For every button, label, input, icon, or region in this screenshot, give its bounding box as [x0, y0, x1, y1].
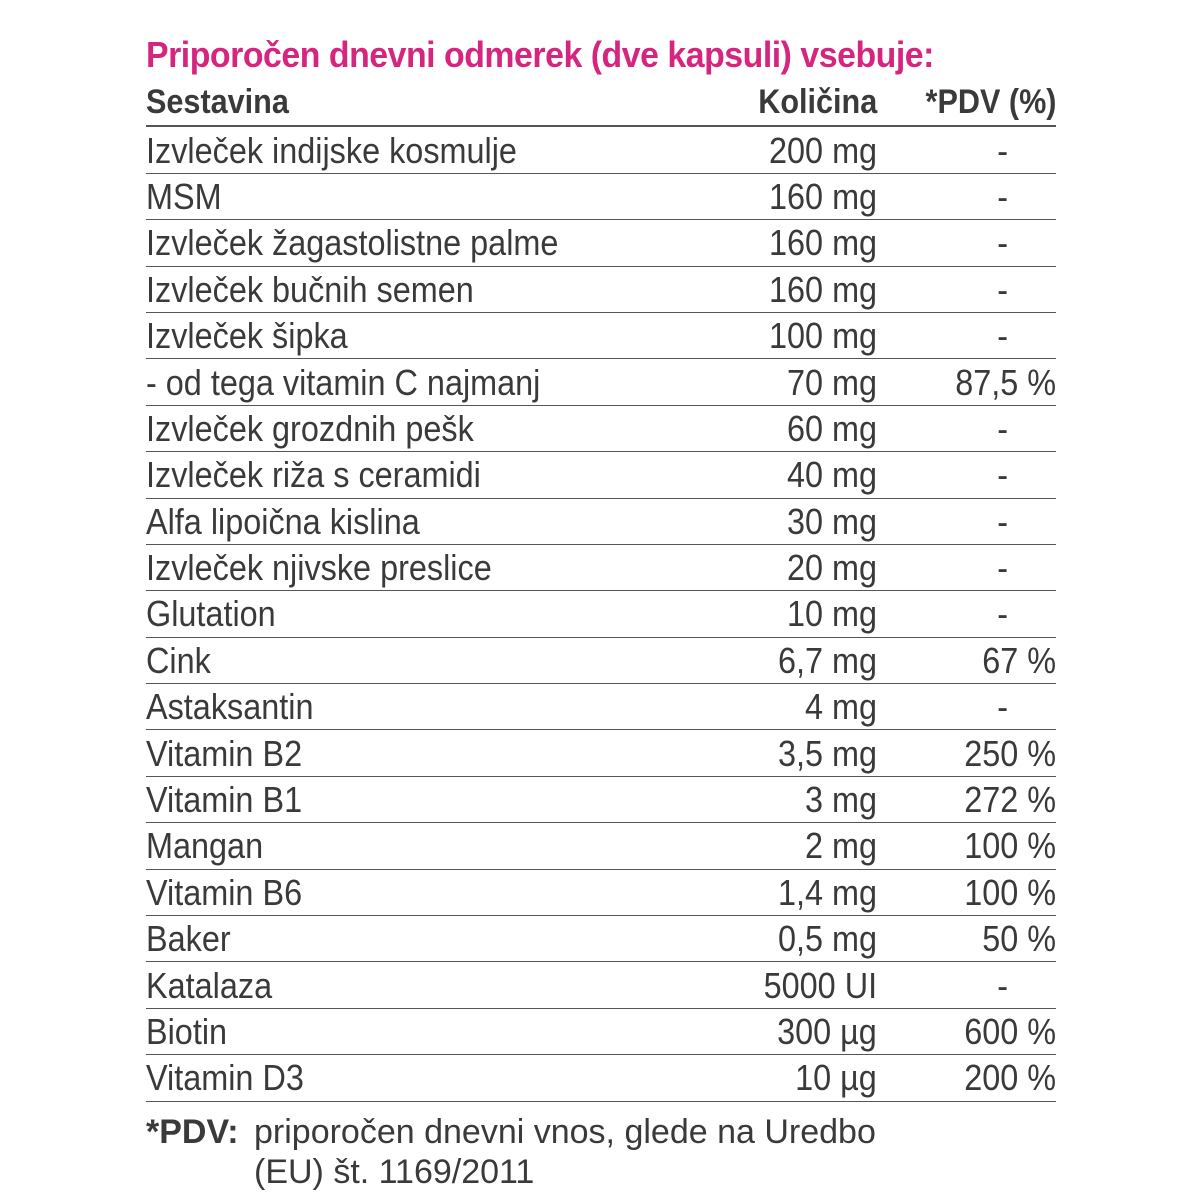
ingredient-amount: 60 mg	[731, 405, 881, 451]
ingredient-pdv: -	[881, 544, 1056, 590]
ingredient-amount: 3,5 mg	[731, 730, 881, 776]
table-row	[146, 126, 1056, 173]
ingredient-name: Vitamin B6	[146, 869, 731, 915]
header-pdv: *PDV (%)	[881, 80, 1056, 126]
nutrition-panel	[146, 30, 1056, 1192]
ingredient-amount: 6,7 mg	[731, 637, 881, 683]
ingredient-name: Vitamin D3	[146, 1055, 731, 1101]
ingredient-pdv: -	[881, 126, 1056, 173]
ingredient-amount: 300 µg	[731, 1008, 881, 1054]
table-row	[146, 730, 1056, 776]
table-row	[146, 359, 1056, 405]
ingredient-amount: 1,4 mg	[731, 869, 881, 915]
ingredient-amount: 30 mg	[731, 498, 881, 544]
footnote	[146, 1112, 1056, 1192]
ingredient-name: Izvleček indijske kosmulje	[146, 126, 731, 173]
ingredient-name: Vitamin B1	[146, 776, 731, 822]
ingredient-name: Vitamin B2	[146, 730, 731, 776]
ingredient-pdv: 250 %	[881, 730, 1056, 776]
header-ingredient: Sestavina	[146, 80, 731, 126]
table-header-row	[146, 80, 1056, 126]
ingredient-pdv: 50 %	[881, 916, 1056, 962]
table-row	[146, 405, 1056, 451]
ingredient-amount: 160 mg	[731, 220, 881, 266]
ingredient-amount: 70 mg	[731, 359, 881, 405]
ingredient-pdv: -	[881, 452, 1056, 498]
ingredient-name: Izvleček riža s ceramidi	[146, 452, 731, 498]
ingredient-name: Izvleček žagastolistne palme	[146, 220, 731, 266]
ingredient-pdv: 600 %	[881, 1008, 1056, 1054]
table-row	[146, 544, 1056, 590]
ingredient-name: Astaksantin	[146, 684, 731, 730]
ingredient-amount: 100 mg	[731, 312, 881, 358]
ingredient-amount: 10 µg	[731, 1055, 881, 1101]
ingredient-amount: 200 mg	[731, 126, 881, 173]
ingredient-amount: 160 mg	[731, 266, 881, 312]
ingredient-name: Baker	[146, 916, 731, 962]
footnote-label: *PDV:	[146, 1112, 239, 1151]
ingredient-name: - od tega vitamin C najmanj	[146, 359, 731, 405]
ingredient-pdv: -	[881, 684, 1056, 730]
ingredient-pdv: -	[881, 498, 1056, 544]
ingredient-pdv: -	[881, 220, 1056, 266]
ingredient-name: Glutation	[146, 591, 731, 637]
ingredient-amount: 4 mg	[731, 684, 881, 730]
ingredient-pdv: 100 %	[881, 869, 1056, 915]
ingredient-amount: 40 mg	[731, 452, 881, 498]
ingredient-pdv: -	[881, 173, 1056, 219]
table-row	[146, 1008, 1056, 1054]
table-row	[146, 1055, 1056, 1101]
ingredient-amount: 5000 UI	[731, 962, 881, 1008]
ingredient-pdv: -	[881, 405, 1056, 451]
ingredient-amount: 0,5 mg	[731, 916, 881, 962]
ingredient-pdv: -	[881, 962, 1056, 1008]
ingredient-pdv: -	[881, 312, 1056, 358]
ingredient-amount: 20 mg	[731, 544, 881, 590]
table-row	[146, 916, 1056, 962]
table-row	[146, 452, 1056, 498]
ingredient-amount: 2 mg	[731, 823, 881, 869]
ingredient-name: Katalaza	[146, 962, 731, 1008]
ingredient-name: Alfa lipoična kislina	[146, 498, 731, 544]
ingredient-name: Izvleček grozdnih pešk	[146, 405, 731, 451]
ingredient-pdv: 200 %	[881, 1055, 1056, 1101]
ingredient-pdv: -	[881, 591, 1056, 637]
ingredient-pdv: 272 %	[881, 776, 1056, 822]
ingredient-amount: 10 mg	[731, 591, 881, 637]
table-row	[146, 312, 1056, 358]
table-row	[146, 823, 1056, 869]
ingredients-table	[146, 80, 1056, 1102]
footnote-text: priporočen dnevni vnos, glede na Uredbo (EU) št. 1169/2011	[254, 1112, 876, 1191]
table-row	[146, 266, 1056, 312]
ingredient-name: Izvleček šipka	[146, 312, 731, 358]
table-row	[146, 637, 1056, 683]
ingredient-name: Biotin	[146, 1008, 731, 1054]
table-row	[146, 776, 1056, 822]
ingredient-pdv: 87,5 %	[881, 359, 1056, 405]
table-row	[146, 220, 1056, 266]
ingredient-name: Izvleček bučnih semen	[146, 266, 731, 312]
ingredient-name: MSM	[146, 173, 731, 219]
ingredient-name: Cink	[146, 637, 731, 683]
ingredient-pdv: 67 %	[881, 637, 1056, 683]
table-row	[146, 498, 1056, 544]
ingredient-pdv: 100 %	[881, 823, 1056, 869]
ingredient-name: Izvleček njivske preslice	[146, 544, 731, 590]
ingredient-pdv: -	[881, 266, 1056, 312]
panel-title: Priporočen dnevni odmerek (dve kapsuli) vsebuje:	[146, 34, 934, 75]
table-row	[146, 869, 1056, 915]
table-row	[146, 173, 1056, 219]
ingredient-amount: 160 mg	[731, 173, 881, 219]
table-row	[146, 684, 1056, 730]
table-row	[146, 962, 1056, 1008]
ingredient-amount: 3 mg	[731, 776, 881, 822]
header-amount: Količina	[731, 80, 881, 126]
table-body	[146, 126, 1056, 1101]
table-row	[146, 591, 1056, 637]
ingredient-name: Mangan	[146, 823, 731, 869]
